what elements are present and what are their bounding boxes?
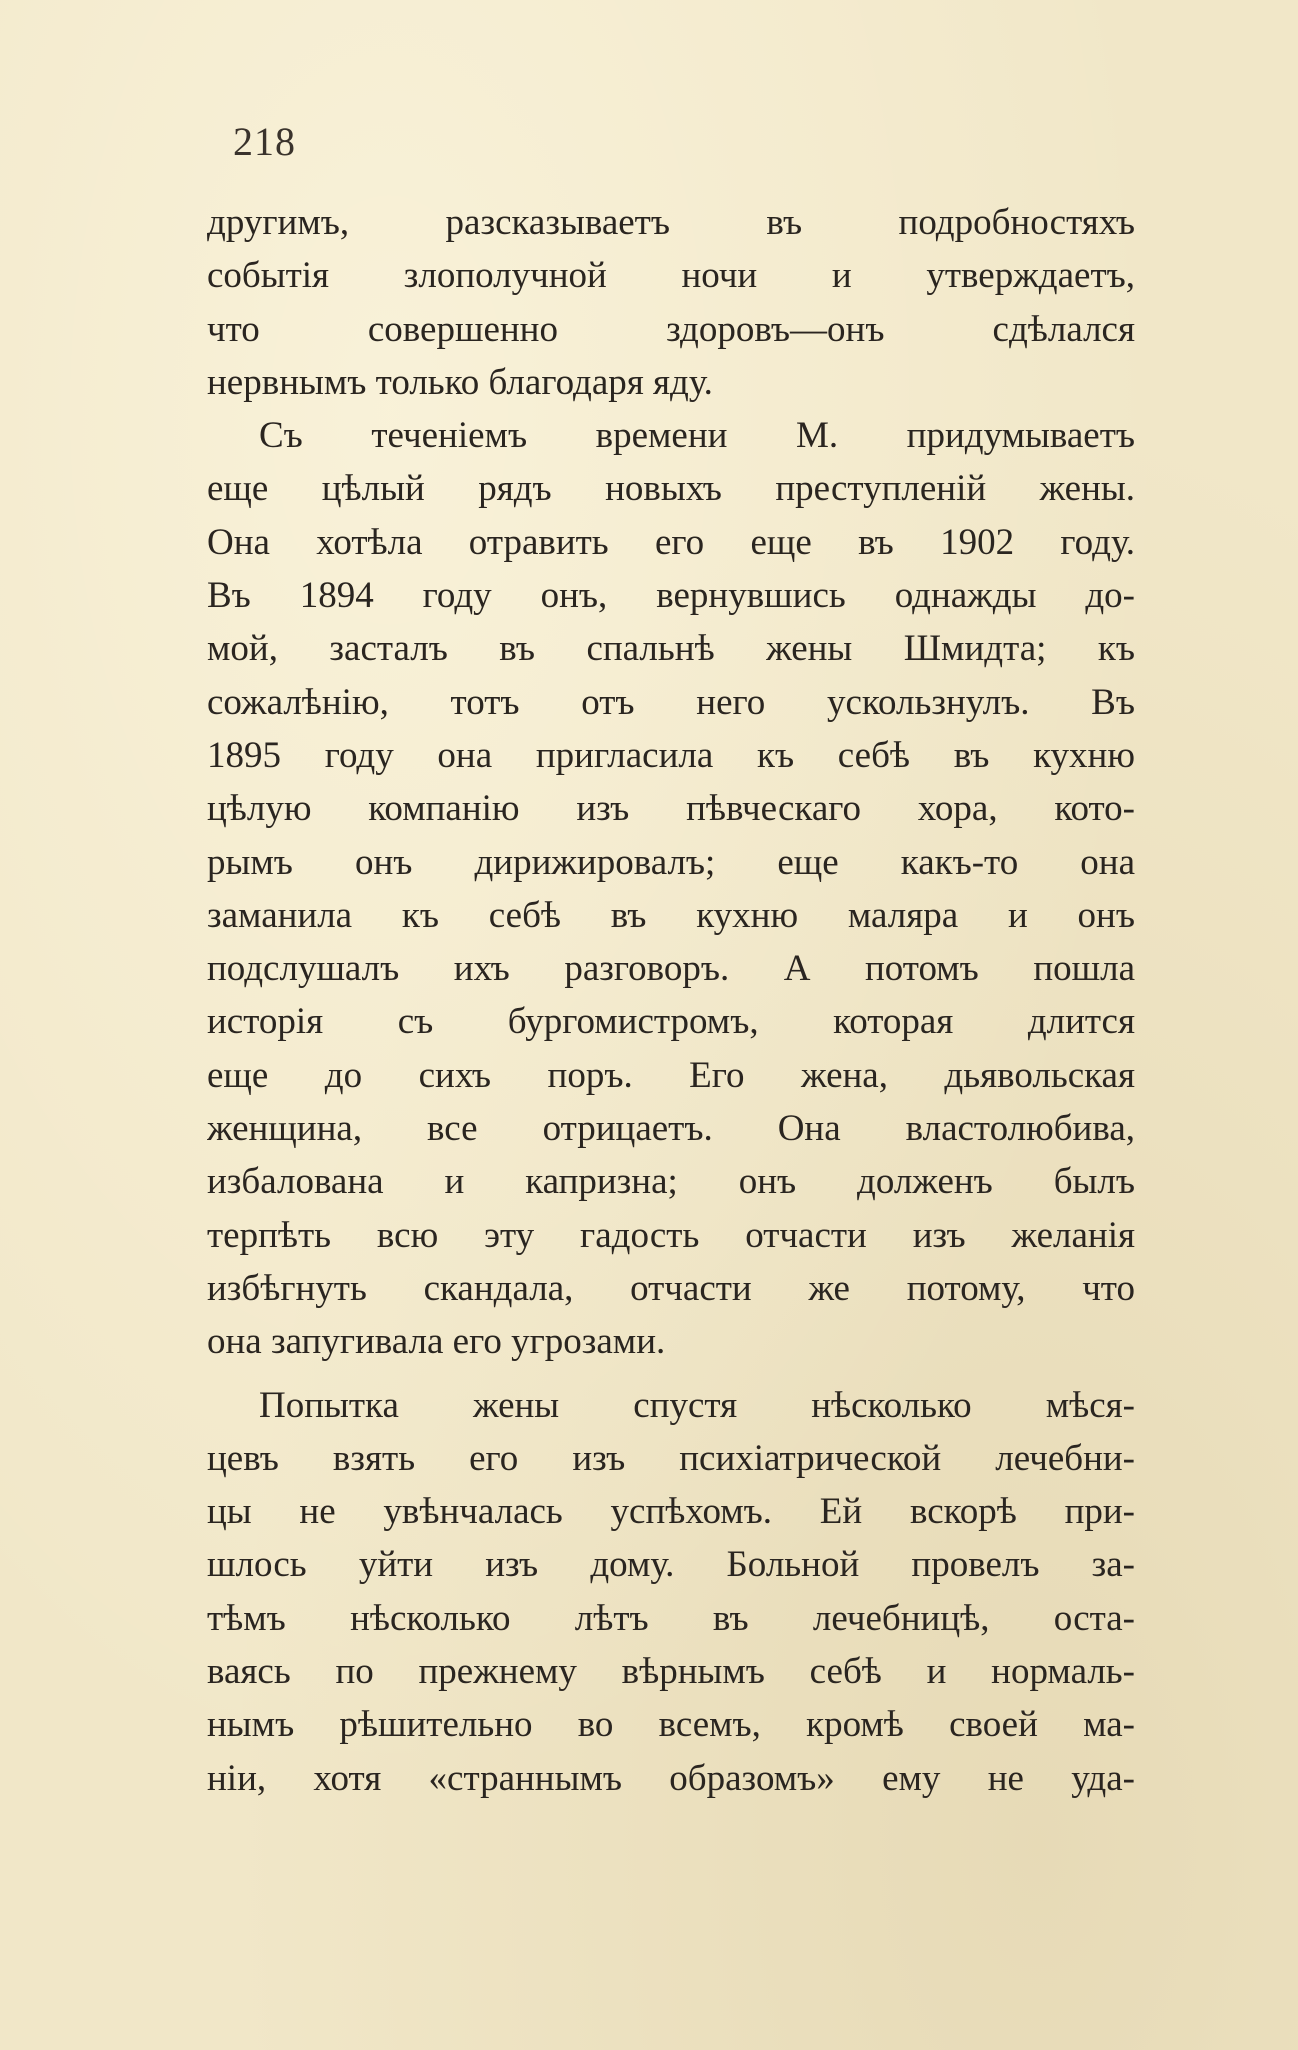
text-line: Съ теченіемъ времени М. придумываетъ bbox=[259, 415, 1135, 457]
text-line: цѣлую компанію изъ пѣвческаго хора, кото- bbox=[207, 788, 1135, 830]
text-line: женщина, все отрицаетъ. Она властолюбива, bbox=[207, 1108, 1135, 1150]
text-line: нервнымъ только благодаря яду. bbox=[207, 361, 713, 403]
text-line: еще цѣлый рядъ новыхъ преступленій жены. bbox=[207, 468, 1135, 510]
paragraph-gap bbox=[207, 1369, 1135, 1379]
text-line: избѣгнуть скандала, отчасти же потому, что bbox=[207, 1267, 1135, 1309]
text-line: 1895 году она пригласила къ себѣ въ кухню bbox=[207, 734, 1135, 776]
text-line: рымъ онъ дирижировалъ; еще какъ-то она bbox=[207, 841, 1135, 883]
paragraph-1 bbox=[207, 196, 1135, 409]
text-line: Она хотѣла отравить его еще въ 1902 году. bbox=[207, 521, 1135, 563]
text-line: что совершенно здоровъ—онъ сдѣлался bbox=[207, 308, 1135, 350]
text-line: ваясь по прежнему вѣрнымъ себѣ и нормаль- bbox=[207, 1651, 1135, 1693]
text-line: тѣмъ нѣсколько лѣтъ въ лечебницѣ, оста- bbox=[207, 1597, 1135, 1639]
text-line: нымъ рѣшительно во всемъ, кромѣ своей ма- bbox=[207, 1704, 1135, 1746]
body-text bbox=[207, 196, 1135, 1805]
text-line: цы не увѣнчалась успѣхомъ. Ей вскорѣ при- bbox=[207, 1491, 1135, 1533]
text-line: терпѣть всю эту гадость отчасти изъ желанія bbox=[207, 1214, 1135, 1256]
text-line: событія злополучной ночи и утверждаетъ, bbox=[207, 255, 1135, 297]
text-line: избалована и капризна; онъ долженъ былъ bbox=[207, 1161, 1135, 1203]
text-line: еще до сихъ поръ. Его жена, дьявольская bbox=[207, 1054, 1135, 1096]
text-line: цевъ взять его изъ психіатрической лечебни- bbox=[207, 1437, 1135, 1479]
paragraph-2 bbox=[207, 409, 1135, 1368]
text-line: она запугивала его угрозами. bbox=[207, 1321, 666, 1363]
text-line: заманила къ себѣ въ кухню маляра и онъ bbox=[207, 894, 1135, 936]
text-line: подслушалъ ихъ разговоръ. А потомъ пошла bbox=[207, 948, 1135, 990]
text-line: шлось уйти изъ дому. Больной провелъ за- bbox=[207, 1544, 1135, 1586]
page-number: 218 bbox=[233, 119, 296, 164]
text-line: другимъ, разсказываетъ въ подробностяхъ bbox=[207, 202, 1135, 243]
text-line: мой, засталъ въ спальнѣ жены Шмидта; къ bbox=[207, 628, 1135, 670]
text-line: ніи, хотя «страннымъ образомъ» ему не уда- bbox=[207, 1757, 1135, 1799]
text-line: Попытка жены спустя нѣсколько мѣся- bbox=[259, 1384, 1135, 1426]
text-line: исторія съ бургомистромъ, которая длится bbox=[207, 1001, 1135, 1043]
text-line: Въ 1894 году онъ, вернувшись однажды до- bbox=[207, 575, 1135, 617]
paragraph-3 bbox=[207, 1379, 1135, 1805]
text-line: сожалѣнію, тотъ отъ него ускользнулъ. Въ bbox=[207, 681, 1135, 723]
